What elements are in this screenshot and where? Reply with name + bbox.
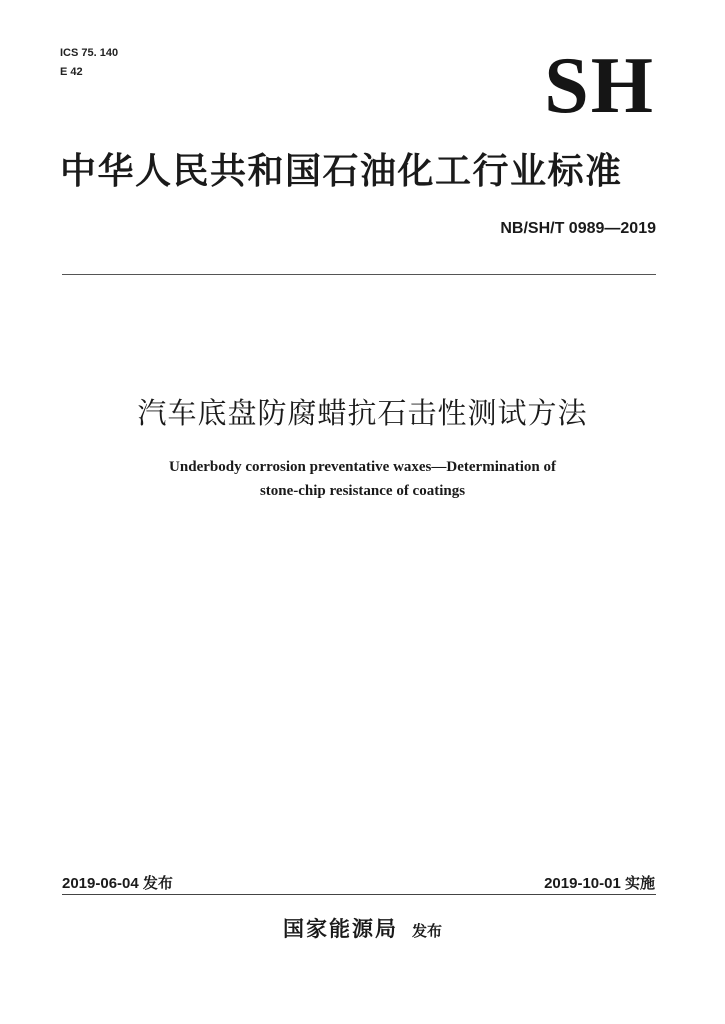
ccs-code: E 42 — [60, 66, 83, 78]
document-title-chinese: 汽车底盘防腐蜡抗石击性测试方法 — [137, 396, 588, 430]
standard-number: NB/SH/T 0989—2019 — [500, 220, 656, 237]
bottom-divider — [62, 894, 656, 895]
sh-logo: SH — [544, 42, 655, 130]
industry-standard-title: 中华人民共和国石油化工行业标准 — [60, 151, 623, 192]
top-divider — [62, 274, 656, 275]
issue-date: 2019-06-04 发布 — [62, 875, 173, 892]
ics-code: ICS 75. 140 — [60, 47, 119, 59]
document-title-english-line2: stone-chip resistance of coatings — [259, 483, 466, 499]
document-title-english-line1: Underbody corrosion preventative waxes—Determination of — [169, 459, 556, 475]
issuer-action: 发布 — [411, 922, 442, 940]
issuer-line — [0, 914, 725, 946]
implementation-date: 2019-10-01 实施 — [544, 875, 655, 892]
issuer-name: 国家能源局 — [282, 917, 398, 941]
